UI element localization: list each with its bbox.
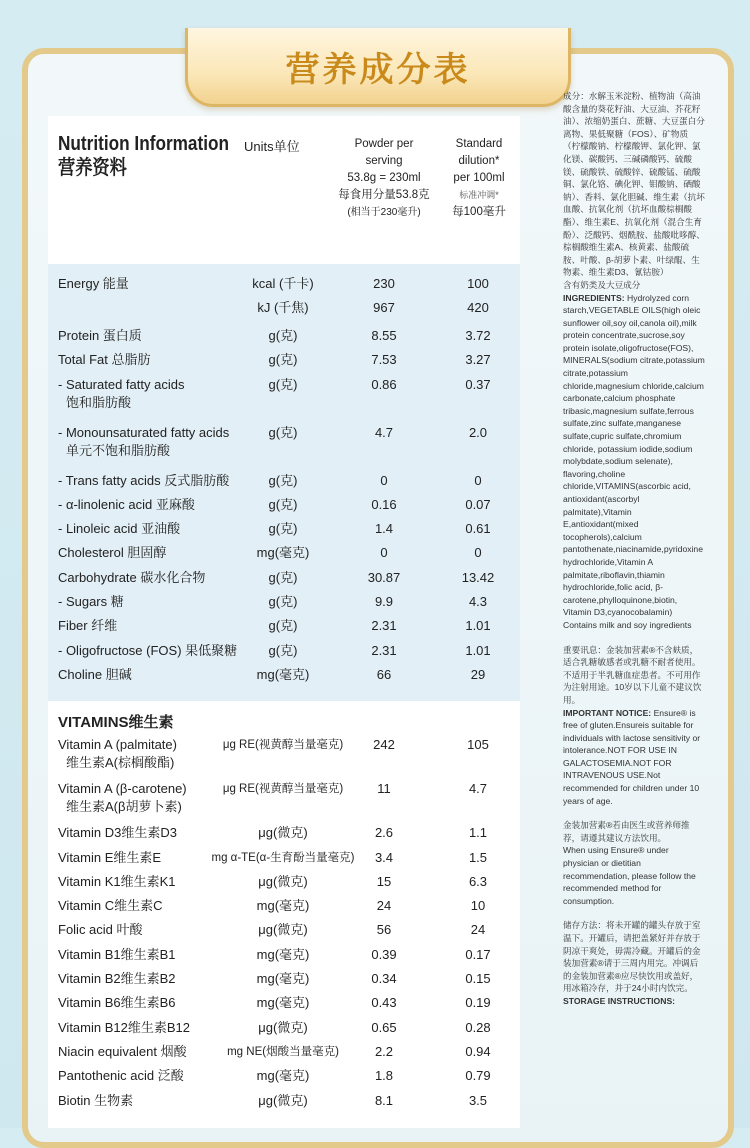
unit-cell: g(克) [268, 424, 298, 440]
nutrient-name: Folic acid 叶酸 [58, 922, 143, 938]
nutrient-name: Niacin equivalent 烟酸 [58, 1043, 187, 1059]
table-row [48, 421, 520, 469]
guidance-cn-text: 金装加营素®若由医生或营养师推荐，请遵其建议方法饮用。 [563, 820, 690, 843]
nutrient-name: - α-linolenic acid 亚麻酸 [58, 496, 195, 512]
per-100ml-value: 420 [467, 300, 489, 315]
per-100ml-value: 3.27 [465, 352, 491, 368]
ingredients-label: INGREDIENTS: [563, 292, 625, 303]
storage-label: STORAGE INSTRUCTIONS: [563, 995, 676, 1006]
ingredients-cn [563, 90, 705, 632]
standard-header-line: 标准冲调* [459, 190, 499, 200]
storage-cn-text: 储存方法：将未开罐的罐头存放于室温下。开罐后，请把盖紧好并存放于阴凉干爽处，毋需冷藏。开罐后的金装加营素®请于三周内用完。冲调后的金装加营素®应尽快饮用或盖好，用冰箱冷存，并于24小时内饮完。 [563, 920, 701, 994]
nutrient-name: Vitamin K1维生素K1 [58, 873, 176, 889]
powder-header-line: 每食用分量53.8克 [338, 189, 430, 201]
table-row [48, 870, 520, 894]
unit-cell: μg RE(视黄醇当量毫克) [222, 739, 344, 752]
notice-label: IMPORTANT NOTICE: [563, 707, 652, 718]
per-serving-value: 0.34 [371, 971, 397, 987]
table-title-en: Nutrition Information [58, 133, 230, 155]
ingredients-en-text: Hydrolyzed corn starch,VEGETABLE OILS(high oleic sunflower oil,soy oil,canola oil),milk protein concentrate,sucrose,soy protein isolate,oligofructose(FOS), MINERALS(sodium citrate,potassium citrate,potassium chloride,magnesium chloride,calcium carbonate,calcium phosphate tribasic,magnesium sulfate,ferrous sulfate,zinc sulfate,manganese sulfate,cupric sulfate,chromium chloride, potassium iodide,sodium molybdate,sodium selenate), flavoring,choline chloride,VITAMINS(ascorbic acid, antioxidant(ascorbyl palmitate),Vitamin E,antioxidant(mixed tocopherols),calcium pantothenate,niacinamide,pyridoxine hydrochloride,Vitamin A palmitate,riboflavin,thiamin hydrochloride,folic acid, β-carotene,phylloquinone,biotin, Vitamin D3,cyanocobalamin) [563, 292, 705, 618]
table-row [48, 272, 520, 296]
per-serving-value: 0.16 [371, 496, 397, 512]
allergen-cn-text: 含有奶类及大豆成分 [563, 279, 641, 290]
per-100ml-value: 29 [470, 666, 486, 682]
per-100ml-value: 0.19 [465, 995, 491, 1011]
unit-cell: μg(微克) [258, 1092, 308, 1108]
per-serving-value: 1.8 [374, 1068, 394, 1084]
table-row [48, 324, 520, 348]
per-serving-value: 242 [373, 737, 395, 753]
unit-cell: mg NE(烟酸当量毫克) [227, 1045, 339, 1058]
table-row [48, 1089, 520, 1113]
section-end [48, 687, 520, 701]
table-title-cn: 营养资料 [58, 157, 127, 179]
per-serving-value: 15 [376, 873, 392, 889]
title-banner [185, 28, 571, 107]
per-serving-value: 967 [373, 300, 395, 315]
per-serving-value: 8.1 [374, 1092, 394, 1108]
per-serving-value: 0.39 [371, 946, 397, 962]
nutrient-name: Biotin 生物素 [58, 1092, 134, 1108]
per-serving-value: 56 [376, 922, 392, 938]
nutrient-name: - Trans fatty acids 反式脂肪酸 [58, 472, 230, 488]
per-100ml-value: 0 [474, 472, 482, 488]
vitamins-title: VITAMINS维生素 [58, 714, 174, 732]
table-row [48, 1040, 520, 1064]
per-100ml-value: 10 [470, 898, 486, 914]
per-100ml-value: 100 [467, 276, 489, 291]
table-row [48, 517, 520, 541]
table-row [48, 590, 520, 614]
nutrient-name: Cholesterol 胆固醇 [58, 545, 167, 561]
table-row [48, 967, 520, 991]
unit-cell: mg(毫克) [256, 666, 310, 682]
per-serving-value: 0.65 [371, 1019, 397, 1035]
per-serving-value: 2.31 [371, 642, 397, 658]
per-serving-value: 1.4 [374, 521, 394, 537]
nutrient-name: Vitamin D3维生素D3 [58, 825, 177, 841]
nutrient-name: Protein 蛋白质 [58, 328, 142, 343]
unit-cell: μg RE(视黄醇当量毫克) [222, 783, 344, 796]
unit-cell: mg α-TE(α-生育酚当量毫克) [211, 851, 355, 864]
usage-guidance [563, 819, 705, 907]
storage-instructions [563, 919, 705, 1007]
guidance-en-text: When using Ensure® under physician or dietitian recommendation, please follow the recommended method for consumption. [563, 845, 696, 906]
nutrition-table [48, 116, 520, 1128]
per-100ml-value: 1.1 [468, 825, 488, 841]
table-row [48, 1064, 520, 1088]
unit-cell: g(克) [268, 376, 298, 392]
nutrient-name: Vitamin A (palmitate) [58, 737, 177, 753]
units-header: Units单位 [244, 139, 300, 154]
per-serving-value: 9.9 [374, 594, 394, 610]
per-serving-value: 66 [376, 666, 392, 682]
standard-header [438, 136, 520, 221]
unit-cell: mg(毫克) [256, 1068, 310, 1084]
per-100ml-value: 6.3 [468, 873, 488, 889]
nutrient-name-cn: 维生素A(棕榈酸酯) [66, 755, 175, 771]
nutrient-name: - Saturated fatty acids [58, 376, 185, 392]
standard-header-line: per 100ml [453, 172, 505, 184]
per-100ml-value: 4.7 [468, 781, 488, 797]
table-row [48, 541, 520, 565]
banner-title: 营养成分表 [285, 49, 471, 90]
per-serving-value: 4.7 [374, 424, 394, 440]
unit-cell: g(克) [268, 569, 298, 585]
nutrient-name: Pantothenic acid 泛酸 [58, 1068, 184, 1084]
per-100ml-value: 0.15 [465, 971, 491, 987]
per-100ml-value: 0.94 [465, 1043, 491, 1059]
standard-header-line: Standard dilution* [455, 138, 503, 167]
nutrient-name: Fiber 纤维 [58, 618, 118, 634]
per-100ml-value: 24 [470, 922, 486, 938]
unit-cell: g(克) [268, 472, 298, 488]
per-serving-value: 0 [380, 472, 388, 488]
table-row [48, 348, 520, 372]
per-serving-value: 0.43 [371, 995, 397, 1011]
ingredients-cn-text: 成分：水解玉米淀粉、植物油（高油酸含量的葵花籽油、大豆油、芥花籽油）、浓缩奶蛋白、蔗糖、大豆蛋白分离物、果低聚糖（FOS）、矿物质（柠檬酸钠、柠檬酸钾、氯化钾、氯化镁、碳酸钙、三碱磷酸钙、硫酸镁、硫酸铁、硫酸锌、硫酸锰、硫酸铜、氯化铬、碘化钾、钼酸钠、硒酸钠）、香料、氯化胆碱、维生素（抗坏血酸、抗氧化剂（抗坏血酸棕榈酸酯）、维生素E、抗氧化剂（混合生育酚）、泛酸钙、烟酰胺、盐酸吡哆醇、棕榈酸维生素A、核黄素、盐酸硫胺、叶酸、β-胡萝卜素、叶绿醌、生物素、维生素D3、氰钴胺） [563, 91, 705, 278]
unit-cell: kcal (千卡) [252, 276, 314, 291]
unit-cell: mg(毫克) [256, 971, 310, 987]
unit-cell: mg(毫克) [256, 946, 310, 962]
per-100ml-value: 0.37 [465, 376, 491, 392]
per-serving-value: 230 [373, 276, 395, 291]
ingredients-panel [563, 90, 705, 1020]
nutrient-name: Vitamin B2维生素B2 [58, 971, 176, 987]
unit-cell: g(克) [268, 618, 298, 634]
powder-header-line: 53.8g = 230ml [347, 172, 421, 184]
table-title [58, 132, 229, 180]
per-100ml-value: 13.42 [461, 569, 495, 585]
nutrient-name: Vitamin B6维生素B6 [58, 995, 176, 1011]
table-row [48, 614, 520, 638]
allergen-en-text: Contains milk and soy ingredients [563, 619, 692, 630]
per-100ml-value: 0 [474, 545, 482, 561]
per-100ml-value: 0.61 [465, 521, 491, 537]
per-100ml-value: 0.07 [465, 496, 491, 512]
per-serving-value: 8.55 [371, 328, 397, 343]
nutrient-name: Carbohydrate 碳水化合物 [58, 569, 206, 585]
per-serving-value: 0 [380, 545, 388, 561]
unit-cell: g(克) [268, 521, 298, 537]
table-row [48, 846, 520, 870]
per-100ml-value: 4.3 [468, 594, 488, 610]
standard-header-line: 每100毫升 [452, 206, 506, 218]
unit-cell: kJ (千焦) [257, 300, 309, 315]
table-row [48, 493, 520, 517]
per-serving-value: 2.2 [374, 1043, 394, 1059]
unit-cell: mg(毫克) [256, 545, 310, 561]
table-row [48, 894, 520, 918]
nutrient-name: Vitamin A (β-carotene) [58, 781, 187, 797]
per-serving-value: 2.6 [374, 825, 394, 841]
unit-cell: mg(毫克) [256, 995, 310, 1011]
nutrient-name: Vitamin C维生素C [58, 898, 163, 914]
per-serving-value: 7.53 [371, 352, 397, 368]
nutrient-name: Energy 能量 [58, 276, 129, 291]
unit-cell: mg(毫克) [256, 898, 310, 914]
nutrient-name-cn: 维生素A(β胡萝卜素) [66, 799, 182, 815]
per-100ml-value: 1.01 [465, 642, 491, 658]
table-row [48, 943, 520, 967]
per-100ml-value: 0.17 [465, 946, 491, 962]
macronutrient-section [48, 264, 520, 701]
unit-cell: g(克) [268, 352, 298, 368]
per-serving-value: 2.31 [371, 618, 397, 634]
important-notice [563, 644, 705, 808]
per-100ml-value: 1.01 [465, 618, 491, 634]
per-100ml-value: 3.5 [468, 1092, 488, 1108]
nutrient-name: - Linoleic acid 亚油酸 [58, 521, 181, 537]
nutrient-name: Vitamin B12维生素B12 [58, 1019, 190, 1035]
unit-cell: μg(微克) [258, 873, 308, 889]
per-100ml-value: 0.28 [465, 1019, 491, 1035]
table-row [48, 918, 520, 942]
unit-cell: g(克) [268, 328, 298, 343]
table-row [48, 777, 520, 821]
table-row [48, 1016, 520, 1040]
per-serving-value: 3.4 [374, 849, 394, 865]
table-header [48, 116, 520, 264]
nutrient-name-cn: 饱和脂肪酸 [66, 394, 132, 410]
table-row [48, 469, 520, 493]
table-row [48, 566, 520, 590]
nutrient-name: Choline 胆碱 [58, 666, 132, 682]
table-row [48, 991, 520, 1015]
per-serving-value: 30.87 [367, 569, 401, 585]
nutrient-name: - Monounsaturated fatty acids [58, 424, 230, 440]
per-serving-value: 0.86 [371, 376, 397, 392]
unit-cell: μg(微克) [258, 825, 308, 841]
nutrient-name: Total Fat 总脂肪 [58, 352, 151, 368]
table-row [48, 296, 520, 320]
powder-header-line: Powder per serving [354, 138, 414, 167]
per-100ml-value: 0.79 [465, 1068, 491, 1084]
table-row [48, 639, 520, 663]
vitamins-section [48, 701, 520, 1113]
unit-cell: g(克) [268, 594, 298, 610]
nutrient-name: - Sugars 糖 [58, 594, 124, 610]
nutrient-name: Vitamin B1维生素B1 [58, 946, 176, 962]
nutrient-name: - Oligofructose (FOS) 果低聚糖 [58, 642, 238, 658]
table-row [48, 373, 520, 421]
per-100ml-value: 1.5 [468, 849, 488, 865]
per-serving-value: 11 [377, 781, 391, 797]
nutrient-name-cn: 单元不饱和脂肪酸 [66, 442, 171, 458]
unit-cell: μg(微克) [258, 922, 308, 938]
per-100ml-value: 3.72 [465, 328, 491, 343]
per-serving-value: 24 [376, 898, 392, 914]
notice-cn-text: 重要讯息：金装加营素®不含麸质，适合乳糖敏感者或乳糖不耐者使用。不适用于半乳糖血症患者。不可用作为注射用途。10岁以下儿童不建议饮用。 [563, 644, 702, 705]
per-100ml-value: 105 [467, 737, 489, 753]
notice-en-text: Ensure® is free of gluten.Ensureis suitable for individuals with lactose sensitivity or intolerance.NOT FOR USE IN GALACTOSEMIA.NOT FOR INTRAVENOUS USE.Not recommended for children under 10 years of age. [563, 707, 701, 806]
per-100ml-value: 2.0 [468, 424, 488, 440]
table-row [48, 821, 520, 845]
table-row [48, 733, 520, 777]
unit-cell: μg(微克) [258, 1019, 308, 1035]
powder-header [336, 136, 432, 221]
powder-header-line: (相当于230毫升) [347, 207, 421, 218]
unit-cell: g(克) [268, 642, 298, 658]
nutrient-name: Vitamin E维生素E [58, 849, 162, 865]
table-row [48, 663, 520, 687]
unit-cell: g(克) [268, 496, 298, 512]
